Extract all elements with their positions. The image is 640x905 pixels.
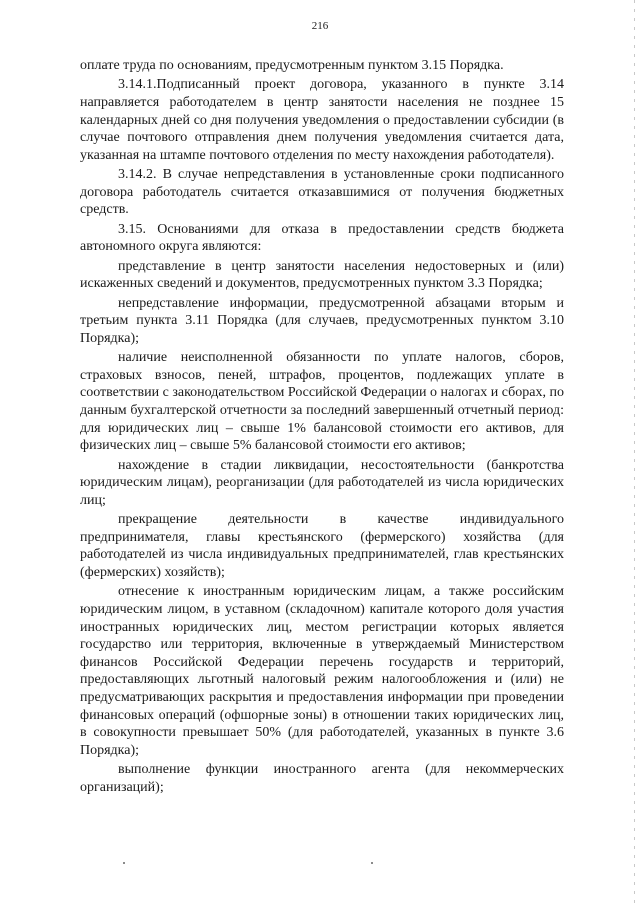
page-number: 216: [311, 20, 329, 32]
paragraph-3-14-1: 3.14.1.Подписанный проект договора, указанного в пункте 3.14 направляется работодателем в центр занятости населения не позднее 15 календарных дней со дня получения уведомления о предоставлении субсидии (в случае почтового отправления днем получения уведомления считается дата, указанная на штампе почтового отделения по месту нахождения работодателя).: [80, 77, 564, 163]
document-body: [80, 57, 564, 798]
scan-speck: [371, 862, 373, 864]
paragraph-continuation: оплате труда по основаниям, предусмотренным пунктом 3.15 Порядка.: [80, 58, 504, 73]
scan-speck: [123, 862, 125, 864]
refusal-ground-liquidation: нахождение в стадии ликвидации, несостоятельности (банкротства юридическим лицам), реорганизации (для работодателей из числа юридических лиц;: [80, 457, 564, 508]
refusal-ground-foreign-entity: отнесение к иностранным юридическим лицам, а также российским юридическим лицом, в уставном (складочном) капитале которого доля участия иностранных юридических лиц, местом регистрации которых является государство или территория, включенные в утверждаемый Министерством финансов Российской Федерации перечень государств и территорий, предоставляющих льготный налоговый режим налогообложения и (или) не предусматривающих раскрытия и предоставления информации при проведении финансовых операций (офшорные зоны) в отношении таких юридических лиц, в совокупности превышает 50% (для работодателей, указанных в пункте 3.6 Порядка);: [80, 584, 564, 758]
refusal-ground-cessation: прекращение деятельности в качестве индивидуального предпринимателя, главы крестьянского (фермерского) хозяйства (для работодателей из числа индивидуальных предпринимателей, глав крестьянских (фермерских) хозяйств);: [80, 512, 564, 580]
paragraph-3-15: 3.15. Основаниями для отказа в предоставлении средств бюджета автономного округа являются:: [80, 221, 564, 255]
refusal-ground-no-info: непредставление информации, предусмотренной абзацами вторым и третьим пункта 3.11 Порядка (для случаев, предусмотренных пунктом 3.10 Порядка);: [80, 295, 564, 346]
paragraph-3-14-2: 3.14.2. В случае непредставления в установленные сроки подписанного договора работодатель считается отказавшимися от получения бюджетных средств.: [80, 167, 564, 218]
refusal-ground-false-info: представление в центр занятости населения недостоверных и (или) искаженных сведений и документов, предусмотренных пунктом 3.3 Порядка;: [80, 258, 564, 292]
page-edge-scan-line: [634, 0, 635, 905]
refusal-ground-foreign-agent: выполнение функции иностранного агента (для некоммерческих организаций);: [80, 762, 564, 795]
refusal-ground-tax-debt: наличие неисполненной обязанности по уплате налогов, сборов, страховых взносов, пеней, штрафов, процентов, подлежащих уплате в соответствии с законодательством Российской Федерации о налогах и сборах, по данным бухгалтерской отчетности за последний завершенный отчетный период: для юридических лиц – свыше 1% балансовой стоимости его активов, для физических лиц – свыше 5% балансовой стоимости его активов;: [80, 350, 564, 454]
